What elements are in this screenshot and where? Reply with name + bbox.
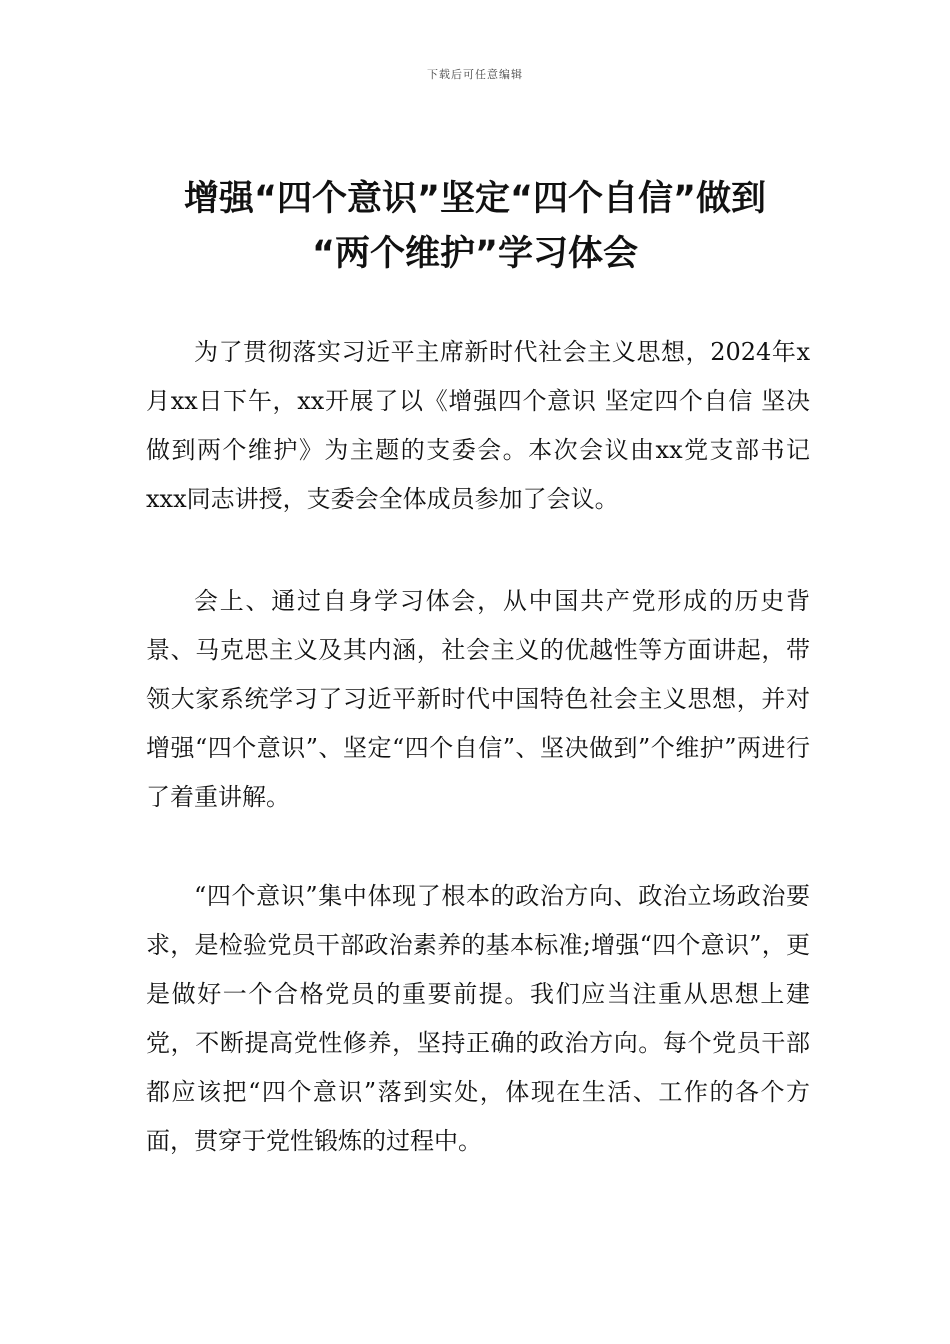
paragraph-1-block — [146, 328, 810, 524]
paragraph-1: 为了贯彻落实习近平主席新时代社会主义思想，2024年x月xx日下午，xx开展了以《增强四个意识 坚定四个自信 坚决做到两个维护》为主题的支委会。本次会议由xx党支部书记xxx同志讲授，支委会全体成员参加了会议。 — [146, 338, 810, 513]
document-title — [100, 172, 850, 282]
paragraph-3: “四个意识”集中体现了根本的政治方向、政治立场政治要求，是检验党员干部政治素养的基本标准;增强“四个意识”，更是做好一个合格党员的重要前提。我们应当注重从思想上建党，不断提高党性修养，坚持正确的政治方向。每个党员干部都应该把“四个意识”落到实处，体现在生活、工作的各个方面，贯穿于党性锻炼的过程中。 — [146, 882, 810, 1155]
header-note: 下载后可任意编辑 — [427, 68, 523, 81]
title-line-1: 增强“四个意识”坚定“四个自信”做到 — [183, 179, 766, 219]
paragraph-2-block — [146, 577, 810, 822]
title-line-2: “两个维护”学习体会 — [311, 234, 638, 274]
paragraph-3-block — [146, 872, 810, 1166]
paragraph-2: 会上、通过自身学习体会，从中国共产党形成的历史背景、马克思主义及其内涵，社会主义的优越性等方面讲起，带领大家系统学习了习近平新时代中国特色社会主义思想，并对增强“四个意识”、坚定“四个自信”、坚决做到”个维护”两进行了着重讲解。 — [146, 587, 810, 811]
